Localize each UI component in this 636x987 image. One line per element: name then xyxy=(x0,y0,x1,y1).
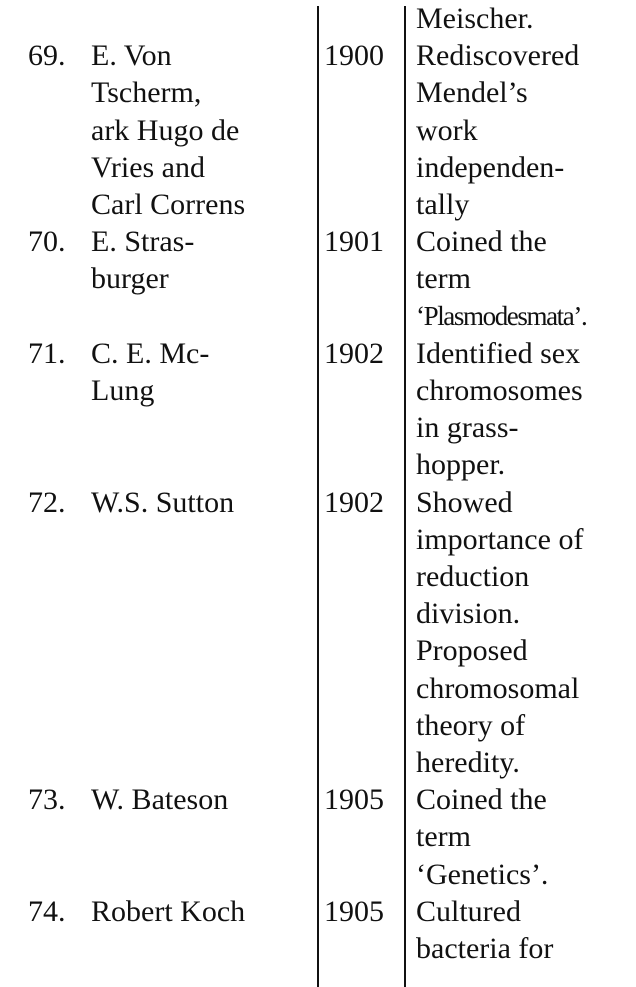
scientist-name xyxy=(91,37,313,223)
name-line: E. Stras- xyxy=(91,225,195,259)
year-cell: 1905 xyxy=(324,894,384,928)
description-line: Meischer. xyxy=(416,2,534,35)
description-cell xyxy=(416,781,634,893)
name-line: Robert Koch xyxy=(91,894,246,928)
description-line: in grass- xyxy=(416,411,519,445)
description-line: chromosomal xyxy=(416,671,580,705)
name-line: Tscherm, xyxy=(91,76,202,110)
table-row xyxy=(0,781,636,893)
name-line: C. E. Mc- xyxy=(91,336,210,370)
description-line: theory of xyxy=(416,708,526,742)
description-line: Showed xyxy=(416,485,513,519)
year-cell: 1902 xyxy=(324,336,384,370)
continuation-row xyxy=(0,0,636,37)
description-line: term xyxy=(416,820,471,854)
entry-number: 70. xyxy=(28,225,66,259)
description-line: division. xyxy=(416,597,521,631)
name-line: Vries and xyxy=(91,150,205,184)
entry-number: 72. xyxy=(28,485,66,519)
description-line: Proposed xyxy=(416,634,528,668)
scientist-name xyxy=(91,223,313,297)
description-line: ‘Plasmodesmata’. xyxy=(416,300,587,331)
entry-number: 69. xyxy=(28,39,66,73)
description-cell xyxy=(416,0,634,37)
scientist-name xyxy=(91,484,313,521)
description-line: Identified sex xyxy=(416,336,581,370)
description-line: hopper. xyxy=(416,448,506,482)
description-line: heredity. xyxy=(416,745,520,779)
entry-number: 74. xyxy=(28,894,66,928)
description-line: importance of xyxy=(416,522,584,556)
name-line: W.S. Sutton xyxy=(91,485,235,519)
name-line: E. Von xyxy=(91,39,172,73)
description-line: independen- xyxy=(416,150,565,184)
year-cell: 1900 xyxy=(324,39,384,73)
table-row xyxy=(0,223,636,335)
description-cell xyxy=(416,223,634,335)
year-cell: 1905 xyxy=(324,783,384,817)
name-line: Lung xyxy=(91,373,155,407)
description-line: ‘Genetics’. xyxy=(416,857,549,891)
name-line: W. Bateson xyxy=(91,783,229,817)
description-line: work xyxy=(416,113,478,147)
name-line: Carl Correns xyxy=(91,187,246,221)
entry-number: 71. xyxy=(28,336,66,370)
description-line: term xyxy=(416,262,471,296)
scientist-name xyxy=(91,781,313,818)
table-row xyxy=(0,335,636,484)
year-cell: 1902 xyxy=(324,485,384,519)
scientist-name xyxy=(91,893,313,930)
entry-number: 73. xyxy=(28,783,66,817)
table-row xyxy=(0,37,636,223)
description-cell xyxy=(416,484,634,782)
scientist-name xyxy=(91,335,313,409)
description-line: Rediscovered xyxy=(416,39,580,73)
description-line: bacteria for xyxy=(416,931,554,965)
description-line: Mendel’s xyxy=(416,76,528,110)
year-cell: 1901 xyxy=(324,225,384,259)
description-line: Cultured xyxy=(416,894,521,928)
description-line: Coined the xyxy=(416,225,547,259)
description-cell xyxy=(416,37,634,223)
name-line: ark Hugo de xyxy=(91,113,240,147)
description-line: Coined the xyxy=(416,783,547,817)
name-line: burger xyxy=(91,262,169,296)
table-row xyxy=(0,893,636,967)
description-cell xyxy=(416,893,634,967)
description-line: reduction xyxy=(416,559,530,593)
description-line: tally xyxy=(416,187,470,221)
description-cell xyxy=(416,335,634,484)
table-row xyxy=(0,484,636,782)
description-line: chromosomes xyxy=(416,373,583,407)
